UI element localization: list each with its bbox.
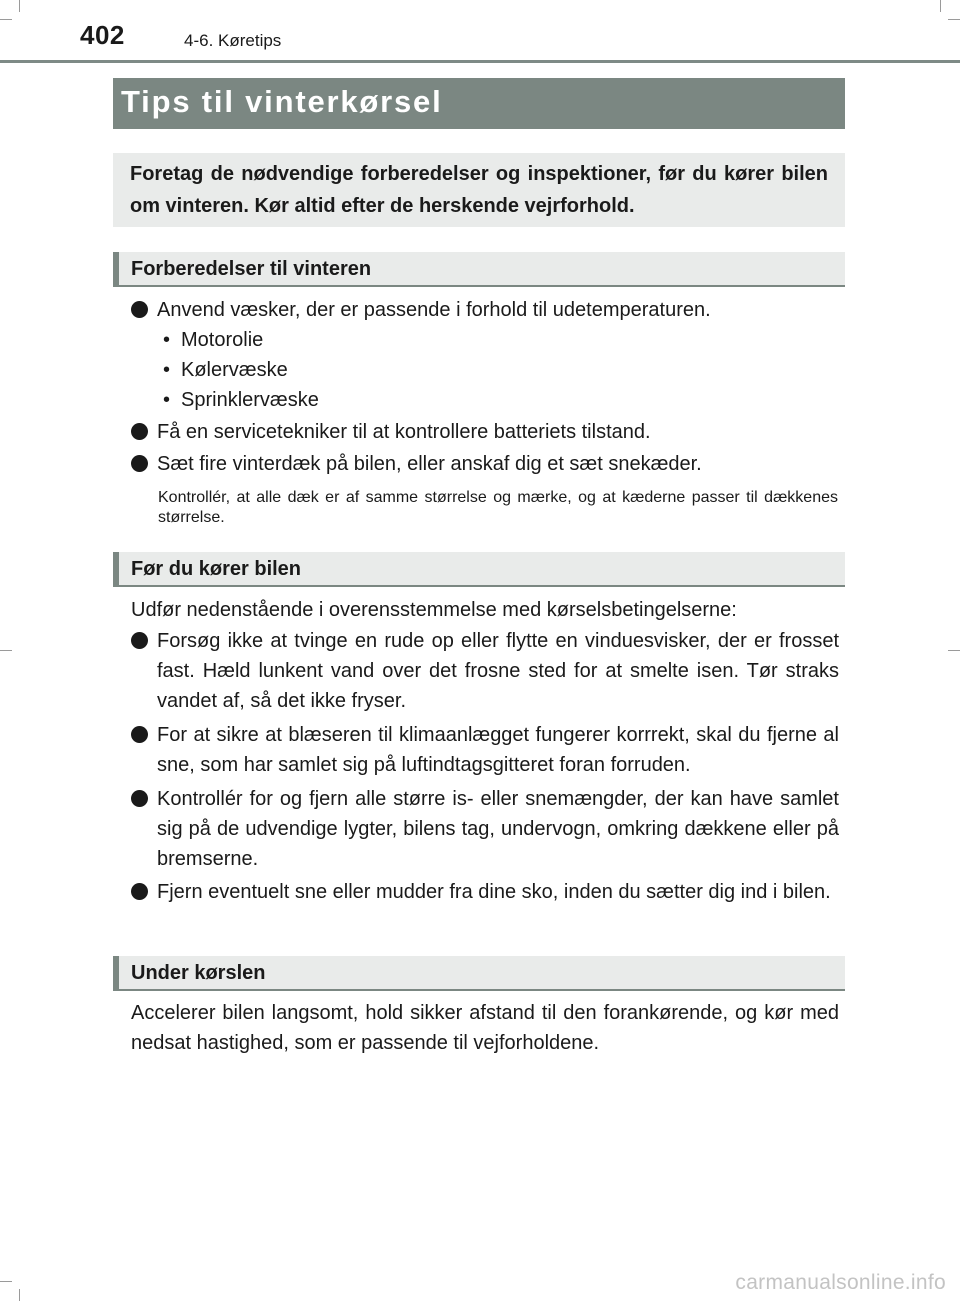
list-item-text: Anvend væsker, der er passende i forhold til udetemperaturen. (157, 299, 711, 321)
list-item (131, 877, 839, 907)
crop-mark (0, 1281, 12, 1282)
section-heading-before-driving: Før du kører bilen (113, 552, 845, 587)
sub-bullet-icon: • (163, 329, 171, 351)
bullet-icon (131, 790, 148, 807)
header-rule (0, 60, 960, 63)
list-item-text: Fjern eventuelt sne eller mudder fra dine sko, inden du sætter dig ind i bilen. (157, 881, 831, 903)
page-number: 402 (80, 20, 125, 50)
sub-list-item (163, 355, 288, 385)
list-item-text: Få en servicetekniker til at kontrollere batteriets tilstand. (157, 421, 651, 443)
page-title: Tips til vinterkørsel (113, 78, 845, 129)
list-item-text: Forsøg ikke at tvinge en rude op eller flytte en vinduesvisker, der er frosset fast. Hæld lunkent vand over det frosne sted for at smelte isen. Tør straks vandet af, så det ikke fryser. (157, 630, 839, 712)
bullet-icon (131, 632, 148, 649)
intro-text: Foretag de nødvendige forberedelser og inspektioner, før du kører bilen om vinteren. Kør altid efter de herskende vejrforhold. (130, 163, 828, 217)
sub-list-item (163, 325, 263, 355)
bullet-icon (131, 883, 148, 900)
sub-list-item (163, 385, 319, 415)
crop-mark (940, 0, 941, 12)
list-item (131, 720, 839, 780)
list-item-text: Kontrollér for og fjern alle større is- eller snemængder, der kan have samlet sig på de udvendige lygter, bilens tag, undervogn, omkring dækkene eller på bremserne. (157, 788, 839, 870)
list-item-text: For at sikre at blæseren til klimaanlægget fungerer korrrekt, skal du fjerne al sne, som har samlet sig på luftindtagsgitteret foran forruden. (157, 724, 839, 776)
section-lead-text: Udfør nedenstående i overensstemmelse med kørselsbetingelserne: (131, 599, 737, 621)
sub-bullet-icon: • (163, 359, 171, 381)
crop-mark (0, 650, 12, 651)
section-heading-preparations: Forberedelser til vinteren (113, 252, 845, 287)
crop-mark (948, 650, 960, 651)
intro-box (113, 153, 845, 227)
note-text: Kontrollér, at alle dæk er af samme størrelse og mærke, og at kæderne passer til dækkenes størrelse. (158, 489, 838, 526)
crop-mark (948, 19, 960, 20)
section-body-text: Accelerer bilen langsomt, hold sikker afstand til den forankørende, og kør med nedsat hastighed, som er passende til vejforholdene. (131, 1002, 839, 1054)
crop-mark (19, 0, 20, 12)
section-heading-while-driving: Under kørslen (113, 956, 845, 991)
list-item (131, 295, 839, 325)
bullet-icon (131, 301, 148, 318)
section-reference: 4-6. Køretips (184, 31, 282, 50)
list-item (131, 449, 839, 479)
crop-mark (19, 1289, 20, 1301)
bullet-icon (131, 455, 148, 472)
list-item (131, 784, 839, 874)
bullet-icon (131, 726, 148, 743)
list-item-text: Sæt fire vinterdæk på bilen, eller anskaf dig et sæt snekæder. (157, 453, 702, 475)
sub-bullet-icon: • (163, 389, 171, 411)
crop-mark (0, 19, 12, 20)
sub-list-item-text: Motorolie (181, 329, 264, 351)
sub-list-item-text: Kølervæske (181, 359, 288, 381)
sub-list-item-text: Sprinklervæske (181, 389, 319, 411)
watermark: carmanualsonline.info (735, 1271, 946, 1294)
bullet-icon (131, 423, 148, 440)
list-item (131, 417, 839, 447)
list-item (131, 626, 839, 716)
